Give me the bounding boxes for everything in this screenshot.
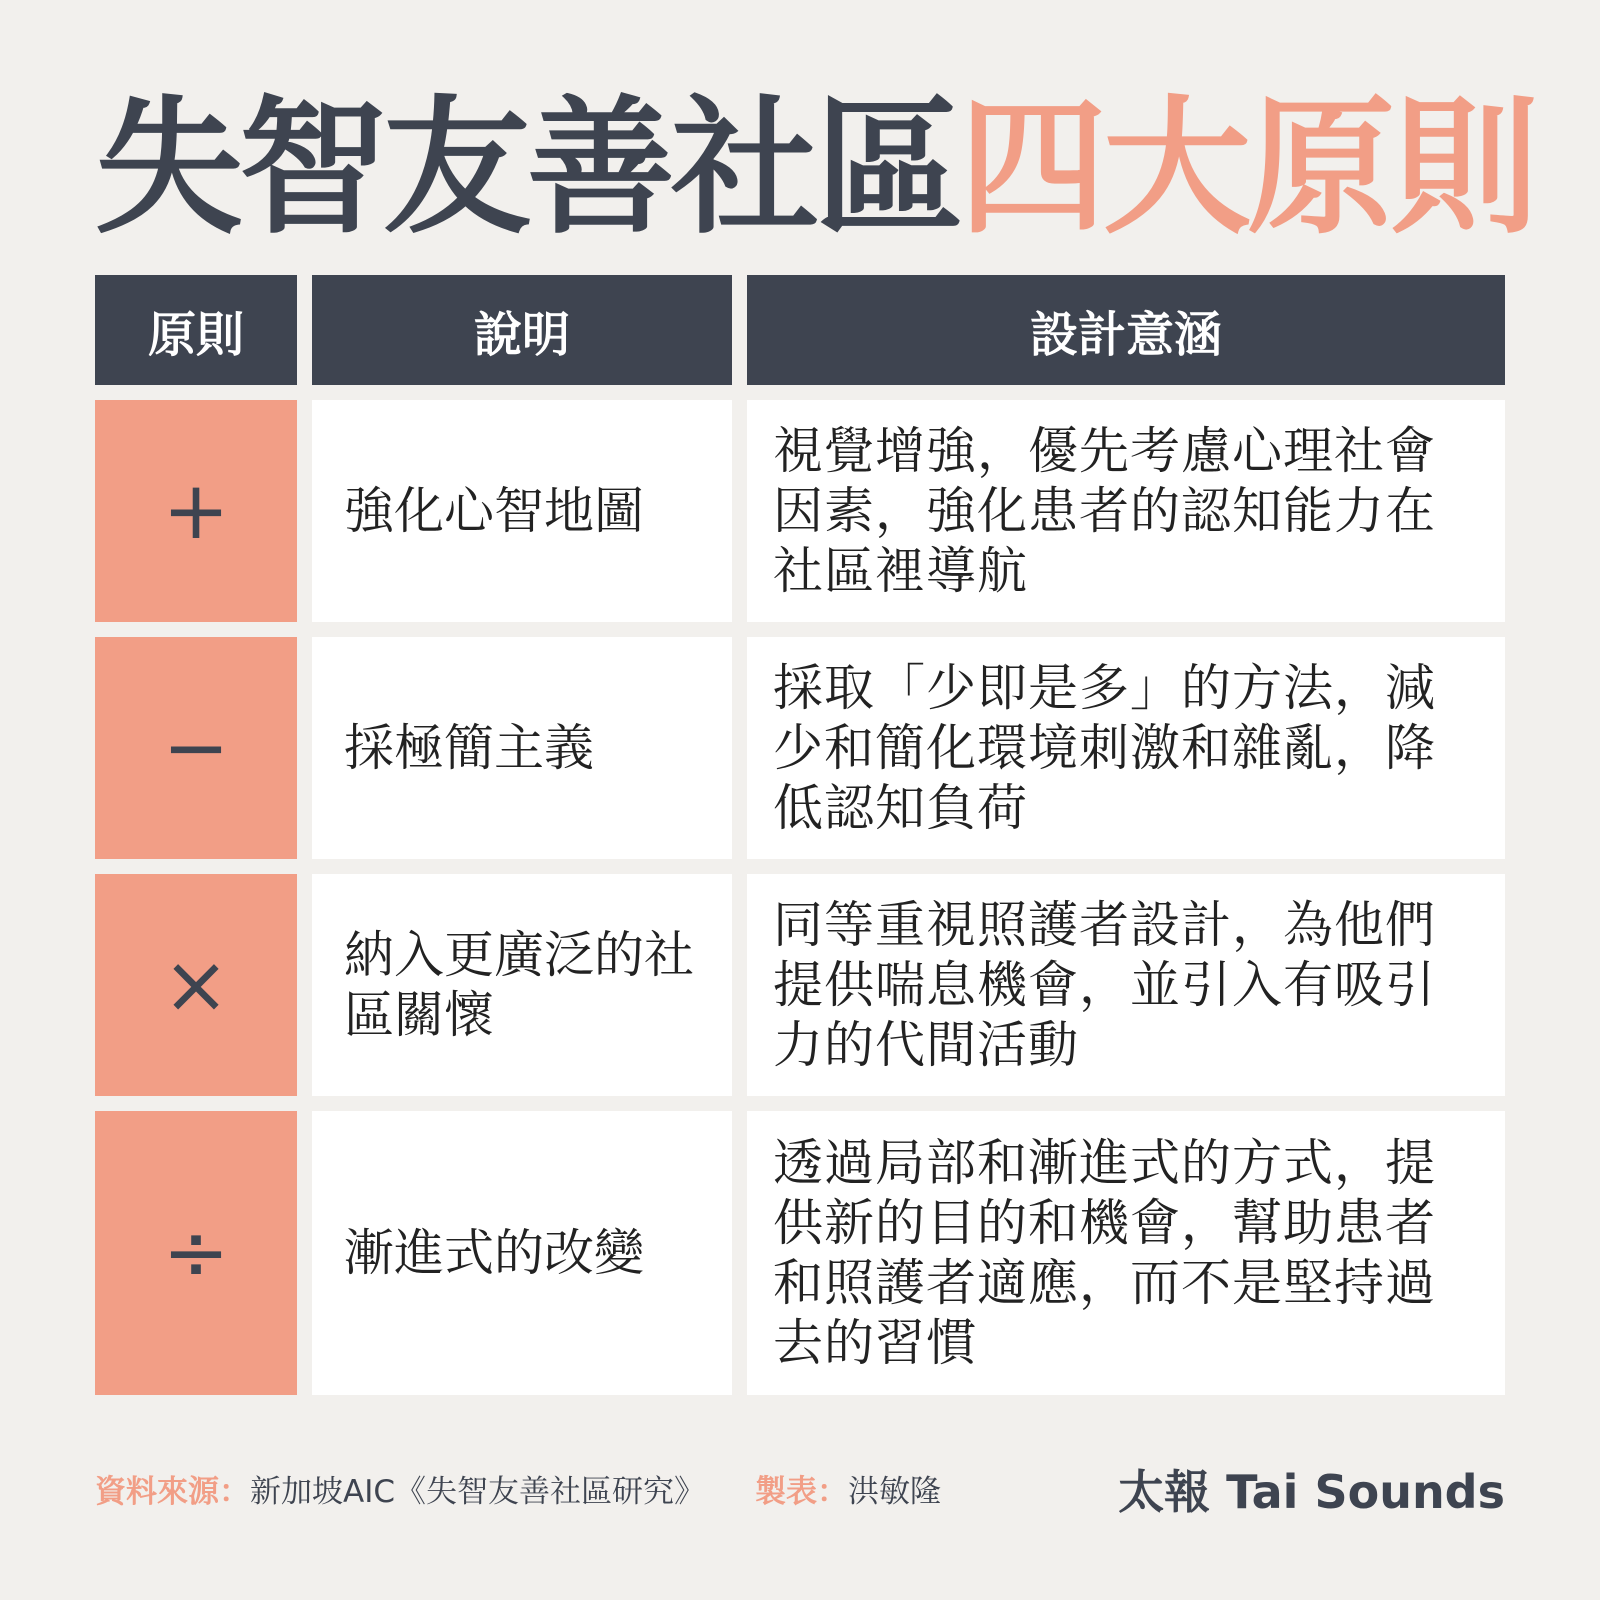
row-3-description (312, 874, 732, 1096)
row-4-description (312, 1111, 732, 1395)
maker-label: 製表： (755, 1474, 848, 1510)
row-2-description-text: 採極簡主義 (344, 719, 594, 777)
page-title (95, 78, 1535, 258)
row-3-meaning (747, 874, 1505, 1096)
row-3-meaning-text: 同等重視照護者設計，為他們提供喘息機會，並引入有吸引力的代間活動 (773, 896, 1436, 1074)
header-design-meaning: 設計意涵 (747, 275, 1505, 385)
multiply-icon: × (95, 874, 297, 1096)
title-main: 失智友善社區 (95, 82, 959, 254)
minus-icon: − (95, 637, 297, 859)
row-1-description-text: 強化心智地圖 (344, 482, 644, 540)
maker-text: 洪敏隆 (848, 1474, 941, 1510)
row-2-meaning-text: 採取「少即是多」的方法，減少和簡化環境刺激和雜亂，降低認知負荷 (773, 659, 1436, 837)
row-1-meaning (747, 400, 1505, 622)
row-4-meaning (747, 1111, 1505, 1395)
source-label: 資料來源： (95, 1474, 250, 1510)
row-4-description-text: 漸進式的改變 (344, 1224, 644, 1282)
row-2-description (312, 637, 732, 859)
header-principle: 原則 (95, 275, 297, 385)
source-text: 新加坡AIC《失智友善社區研究》 (250, 1474, 705, 1510)
title-accent: 四大原則 (959, 82, 1535, 254)
row-1-meaning-text: 視覺增強，優先考慮心理社會因素，強化患者的認知能力在社區裡導航 (773, 422, 1436, 600)
row-3-description-text: 納入更廣泛的社區關懷 (344, 926, 694, 1044)
row-2-meaning (747, 637, 1505, 859)
footer-credits (95, 1466, 941, 1511)
row-4-meaning-text: 透過局部和漸進式的方式，提供新的目的和機會，幫助患者和照護者適應，而不是堅持過去的習慣 (773, 1134, 1436, 1372)
brand-logo: 太報 Tai Sounds (1118, 1465, 1505, 1519)
plus-icon: + (95, 400, 297, 622)
header-description: 說明 (312, 275, 732, 385)
row-1-description (312, 400, 732, 622)
divide-icon: ÷ (95, 1111, 297, 1395)
